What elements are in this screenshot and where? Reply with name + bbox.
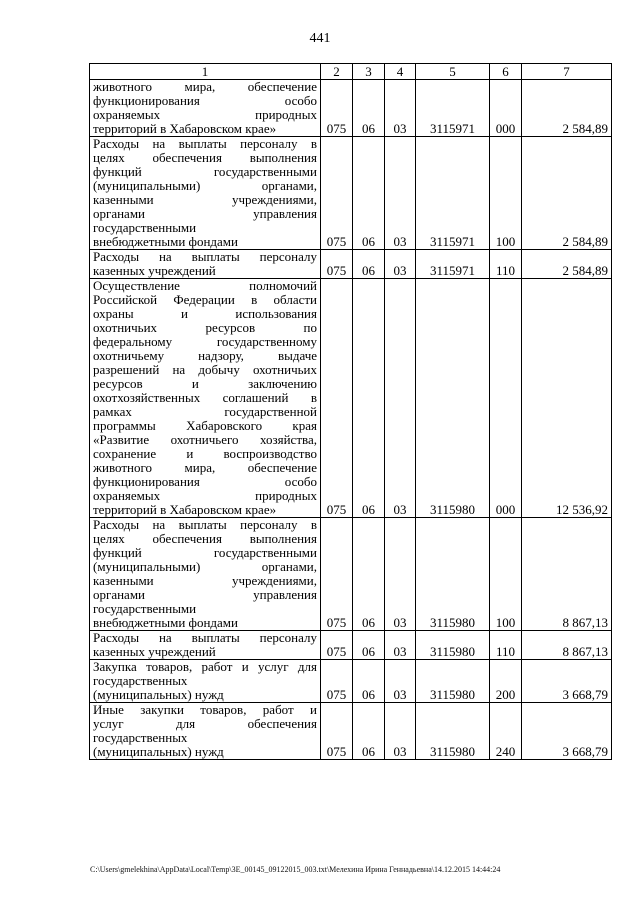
- description-line: государственными: [93, 220, 197, 235]
- description-line: рамках государственной: [93, 404, 317, 419]
- section-code: 06: [353, 250, 385, 279]
- subsection-code: 03: [385, 80, 416, 137]
- row-description: [90, 703, 321, 760]
- row-description: [90, 518, 321, 631]
- description-line: Расходы на выплаты персоналу в: [93, 136, 317, 151]
- description-line: территорий в Хабаровском крае»: [93, 502, 277, 517]
- description-line: Расходы на выплаты персоналу: [93, 249, 317, 264]
- description-line: территорий в Хабаровском крае»: [93, 121, 277, 136]
- target-article-code: 3115980: [416, 703, 490, 760]
- column-header-6: 6: [490, 64, 522, 80]
- subsection-code: 03: [385, 703, 416, 760]
- description-line: (муниципальными) органами,: [93, 178, 317, 193]
- page-number: 441: [309, 31, 331, 46]
- amount: 12 536,92: [522, 279, 612, 518]
- description-line: органами управления: [93, 206, 317, 221]
- subsection-code: 03: [385, 631, 416, 660]
- description-line: ресурсов и заключению: [93, 376, 317, 391]
- amount: 2 584,89: [522, 137, 612, 250]
- target-article-code: 3115980: [416, 279, 490, 518]
- target-article-code: 3115980: [416, 518, 490, 631]
- target-article-code: 3115980: [416, 660, 490, 703]
- column-header-5: 5: [416, 64, 490, 80]
- row-description: [90, 631, 321, 660]
- subsection-code: 03: [385, 279, 416, 518]
- description-line: охраняемых природных: [93, 488, 317, 503]
- row-description: [90, 80, 321, 137]
- expense-type-code: 240: [490, 703, 522, 760]
- description-line: федеральному государственному: [93, 334, 317, 349]
- table-row: [90, 660, 612, 703]
- description-line: государственных: [93, 673, 188, 688]
- description-line: казенными учреждениями,: [93, 192, 317, 207]
- description-line: (муниципальными) органами,: [93, 559, 317, 574]
- description-line: внебюджетными фондами: [93, 615, 238, 630]
- description-line: (муниципальных) нужд: [93, 687, 224, 702]
- description-line: охраняемых природных: [93, 107, 317, 122]
- subsection-code: 03: [385, 137, 416, 250]
- ministry-code: 075: [321, 660, 353, 703]
- row-description: [90, 660, 321, 703]
- table-body: [90, 80, 612, 760]
- expense-type-code: 200: [490, 660, 522, 703]
- description-line: программы Хабаровского края: [93, 418, 317, 433]
- description-line: Российской Федерации в области: [93, 292, 317, 307]
- description-line: Иные закупки товаров, работ и: [93, 702, 317, 717]
- target-article-code: 3115971: [416, 137, 490, 250]
- description-line: охотхозяйственных соглашений в: [93, 390, 317, 405]
- column-header-3: 3: [353, 64, 385, 80]
- description-line: органами управления: [93, 587, 317, 602]
- table-header-row: [90, 64, 612, 80]
- expense-type-code: 100: [490, 137, 522, 250]
- ministry-code: 075: [321, 80, 353, 137]
- budget-table: [89, 63, 612, 760]
- column-header-7: 7: [522, 64, 612, 80]
- section-code: 06: [353, 518, 385, 631]
- description-line: Осуществление полномочий: [93, 278, 317, 293]
- section-code: 06: [353, 660, 385, 703]
- description-line: казенными учреждениями,: [93, 573, 317, 588]
- table-row: [90, 703, 612, 760]
- description-line: функций государственными: [93, 164, 317, 179]
- description-line: (муниципальных) нужд: [93, 744, 224, 759]
- description-line: охраны и использования: [93, 306, 317, 321]
- description-line: государственными: [93, 601, 197, 616]
- ministry-code: 075: [321, 279, 353, 518]
- column-header-2: 2: [321, 64, 353, 80]
- target-article-code: 3115971: [416, 80, 490, 137]
- column-header-4: 4: [385, 64, 416, 80]
- amount: 8 867,13: [522, 631, 612, 660]
- section-code: 06: [353, 137, 385, 250]
- ministry-code: 075: [321, 631, 353, 660]
- amount: 8 867,13: [522, 518, 612, 631]
- column-header-1: 1: [90, 64, 321, 80]
- description-line: «Развитие охотничьего хозяйства,: [93, 432, 317, 447]
- table-row: [90, 631, 612, 660]
- expense-type-code: 110: [490, 631, 522, 660]
- file-path-footer: C:\Users\gmelekhina\AppData\Local\Temp\3E_00145_09122015_003.txt\Мелехина Ирина Геннадьевна\14.12.2015 14:44:24: [90, 865, 501, 874]
- expense-type-code: 110: [490, 250, 522, 279]
- amount: 2 584,89: [522, 250, 612, 279]
- description-line: животного мира, обеспечение: [93, 460, 317, 475]
- expense-type-code: 100: [490, 518, 522, 631]
- description-line: Закупка товаров, работ и услуг для: [93, 659, 317, 674]
- table-row: [90, 250, 612, 279]
- description-line: функционирования особо: [93, 474, 317, 489]
- description-line: функций государственными: [93, 545, 317, 560]
- ministry-code: 075: [321, 518, 353, 631]
- row-description: [90, 137, 321, 250]
- expense-type-code: 000: [490, 279, 522, 518]
- subsection-code: 03: [385, 660, 416, 703]
- table-row: [90, 80, 612, 137]
- row-description: [90, 250, 321, 279]
- table-row: [90, 137, 612, 250]
- subsection-code: 03: [385, 518, 416, 631]
- description-line: внебюджетными фондами: [93, 234, 238, 249]
- description-line: функционирования особо: [93, 93, 317, 108]
- description-line: животного мира, обеспечение: [93, 79, 317, 94]
- amount: 3 668,79: [522, 660, 612, 703]
- table-row: [90, 279, 612, 518]
- ministry-code: 075: [321, 250, 353, 279]
- section-code: 06: [353, 279, 385, 518]
- description-line: целях обеспечения выполнения: [93, 531, 317, 546]
- target-article-code: 3115980: [416, 631, 490, 660]
- expense-type-code: 000: [490, 80, 522, 137]
- description-line: охотничьему надзору, выдаче: [93, 348, 317, 363]
- amount: 3 668,79: [522, 703, 612, 760]
- description-line: разрешений на добычу охотничьих: [93, 362, 317, 377]
- description-line: казенных учреждений: [93, 263, 216, 278]
- description-line: государственных: [93, 730, 188, 745]
- row-description: [90, 279, 321, 518]
- section-code: 06: [353, 631, 385, 660]
- description-line: Расходы на выплаты персоналу: [93, 630, 317, 645]
- ministry-code: 075: [321, 703, 353, 760]
- table-row: [90, 518, 612, 631]
- description-line: услуг для обеспечения: [93, 716, 317, 731]
- section-code: 06: [353, 703, 385, 760]
- amount: 2 584,89: [522, 80, 612, 137]
- description-line: целях обеспечения выполнения: [93, 150, 317, 165]
- ministry-code: 075: [321, 137, 353, 250]
- description-line: охотничьих ресурсов по: [93, 320, 317, 335]
- description-line: сохранение и воспроизводство: [93, 446, 317, 461]
- description-line: казенных учреждений: [93, 644, 216, 659]
- target-article-code: 3115971: [416, 250, 490, 279]
- section-code: 06: [353, 80, 385, 137]
- description-line: Расходы на выплаты персоналу в: [93, 517, 317, 532]
- subsection-code: 03: [385, 250, 416, 279]
